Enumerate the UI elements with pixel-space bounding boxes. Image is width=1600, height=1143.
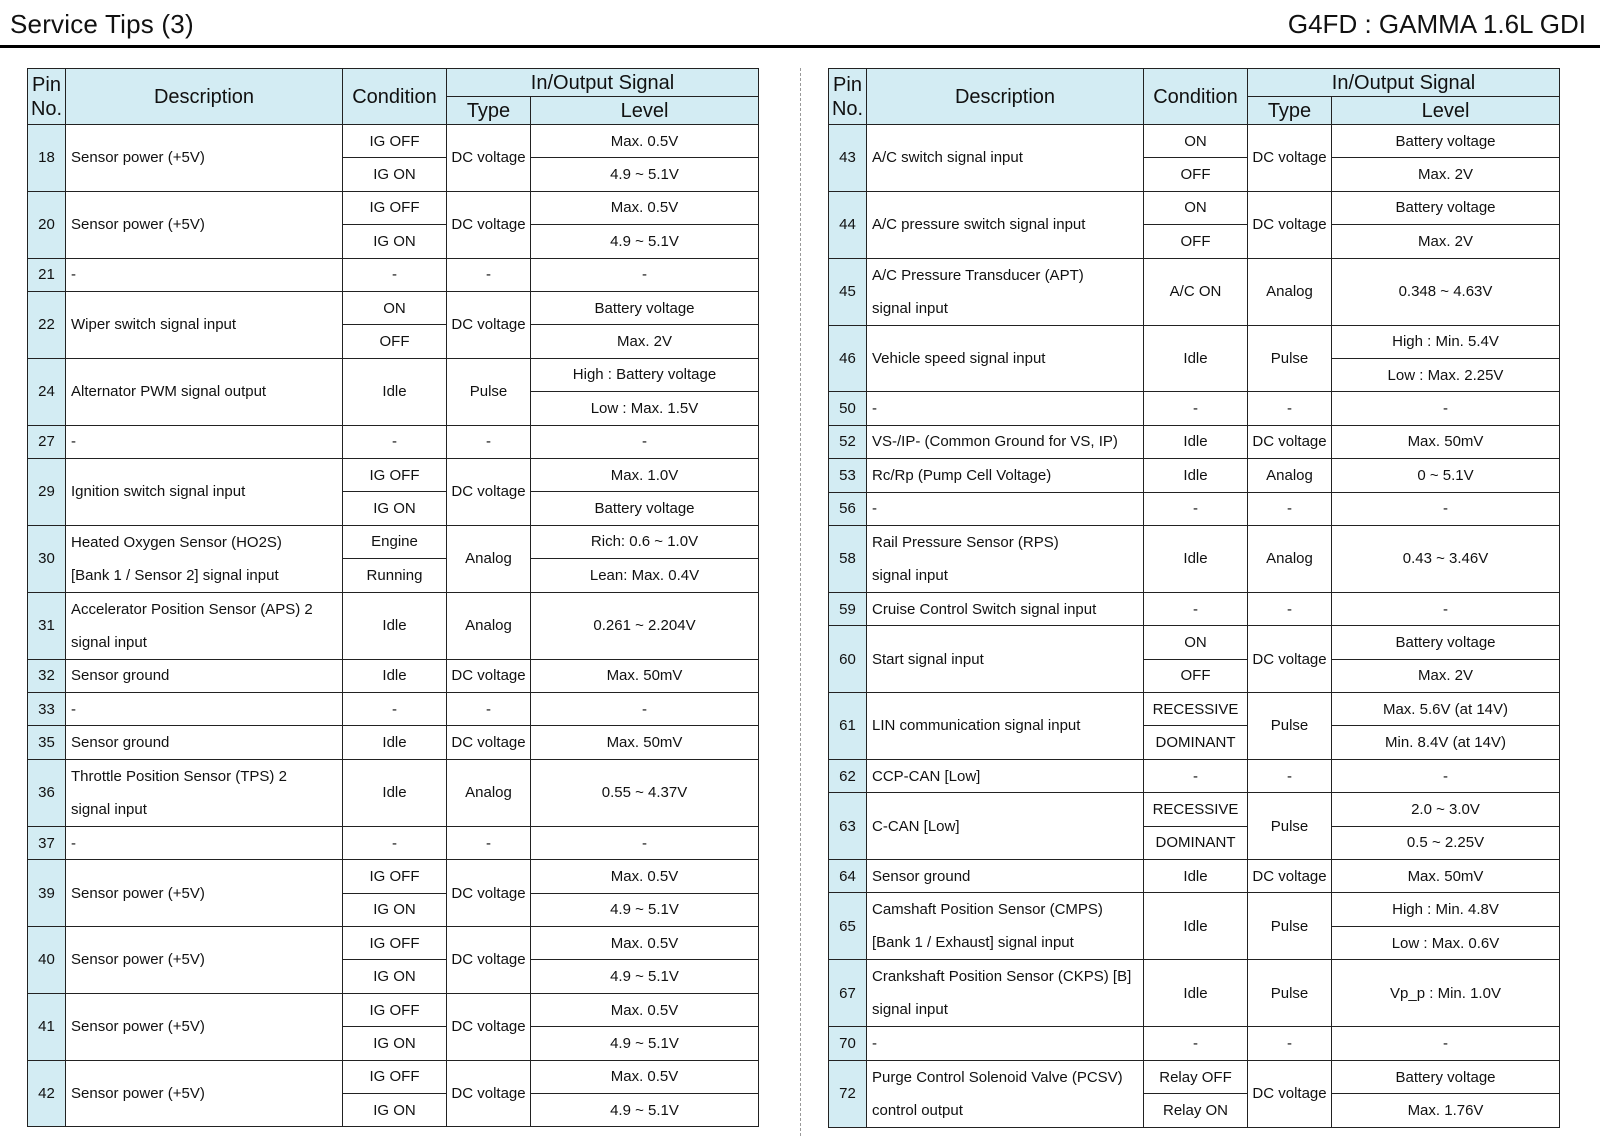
pin-number: 61 <box>829 693 867 760</box>
signal-level: - <box>1332 1027 1560 1060</box>
signal-level: Low : Max. 0.6V <box>1332 926 1560 960</box>
pin-description: CCP-CAN [Low] <box>867 759 1144 792</box>
table-row <box>28 693 759 726</box>
signal-type: - <box>1248 392 1332 425</box>
table-row <box>28 191 759 224</box>
description-line: [Bank 1 / Sensor 2] signal input <box>71 566 279 584</box>
signal-level: 4.9 ~ 5.1V <box>531 1027 759 1060</box>
signal-type: DC voltage <box>447 860 531 927</box>
header-level: Level <box>1332 97 1560 125</box>
pin-condition: Idle <box>343 358 447 425</box>
pin-condition: Idle <box>1144 525 1248 592</box>
pin-description: VS-/IP- (Common Ground for VS, IP) <box>867 425 1144 458</box>
header-pin-no: Pin No. <box>829 69 867 125</box>
pin-condition: Relay OFF <box>1144 1060 1248 1094</box>
header-condition: Condition <box>343 69 447 125</box>
pin-condition: IG OFF <box>343 1060 447 1093</box>
pin-description <box>867 960 1144 1027</box>
signal-level: Battery voltage <box>1332 191 1560 224</box>
signal-level: High : Min. 4.8V <box>1332 893 1560 927</box>
pin-description: Sensor power (+5V) <box>66 860 343 927</box>
signal-level: 0.348 ~ 4.63V <box>1332 258 1560 325</box>
pin-condition: IG OFF <box>343 927 447 960</box>
pin-condition: RECESSIVE <box>1144 793 1248 826</box>
signal-type: Pulse <box>1248 893 1332 960</box>
pin-condition: Idle <box>343 759 447 826</box>
pin-condition: Idle <box>1144 459 1248 492</box>
table-row <box>28 258 759 291</box>
signal-level: Min. 8.4V (at 14V) <box>1332 726 1560 759</box>
signal-level: Max. 50mV <box>531 659 759 692</box>
pin-number: 29 <box>28 458 66 525</box>
pin-description: Cruise Control Switch signal input <box>867 592 1144 625</box>
signal-level: 4.9 ~ 5.1V <box>531 158 759 191</box>
pin-number: 43 <box>829 125 867 192</box>
signal-type: DC voltage <box>1248 191 1332 258</box>
signal-level: - <box>1332 492 1560 525</box>
pin-condition: IG OFF <box>343 191 447 224</box>
signal-level: Max. 0.5V <box>531 1060 759 1093</box>
signal-type: - <box>447 425 531 458</box>
pin-number: 46 <box>829 325 867 392</box>
signal-level: Max. 0.5V <box>531 993 759 1026</box>
pin-number: 67 <box>829 960 867 1027</box>
signal-level: Battery voltage <box>531 291 759 324</box>
signal-level: Max. 0.5V <box>531 125 759 158</box>
header-level: Level <box>531 97 759 125</box>
pin-condition: - <box>1144 492 1248 525</box>
pin-description: Sensor ground <box>867 860 1144 893</box>
engine-model: G4FD : GAMMA 1.6L GDI <box>1287 9 1586 39</box>
signal-level: 4.9 ~ 5.1V <box>531 225 759 258</box>
pin-number: 64 <box>829 860 867 893</box>
pin-number: 37 <box>28 826 66 859</box>
table-row <box>28 425 759 458</box>
pin-number: 18 <box>28 125 66 192</box>
pin-condition: Idle <box>343 659 447 692</box>
pin-number: 36 <box>28 759 66 826</box>
pin-condition: RECESSIVE <box>1144 693 1248 726</box>
signal-level: Battery voltage <box>1332 626 1560 659</box>
signal-level: - <box>531 425 759 458</box>
table-row <box>829 1060 1560 1094</box>
pin-number: 60 <box>829 626 867 693</box>
pin-description <box>867 1060 1144 1127</box>
signal-level: Max. 1.0V <box>531 458 759 491</box>
table-row <box>28 927 759 960</box>
header-type: Type <box>447 97 531 125</box>
signal-type: - <box>1248 592 1332 625</box>
description-line: Purge Control Solenoid Valve (PCSV) <box>872 1068 1123 1086</box>
pin-description: - <box>867 392 1144 425</box>
signal-level: - <box>1332 392 1560 425</box>
pin-number: 56 <box>829 492 867 525</box>
signal-type: DC voltage <box>1248 626 1332 693</box>
pin-description <box>867 525 1144 592</box>
pin-number: 70 <box>829 1027 867 1060</box>
pin-condition: - <box>343 826 447 859</box>
signal-level: - <box>1332 759 1560 792</box>
signal-level: Max. 1.76V <box>1332 1094 1560 1128</box>
pin-description <box>66 592 343 659</box>
pin-description: - <box>867 492 1144 525</box>
signal-type: - <box>447 826 531 859</box>
pin-description: Sensor power (+5V) <box>66 927 343 994</box>
pin-condition: OFF <box>343 325 447 358</box>
pin-description: A/C pressure switch signal input <box>867 191 1144 258</box>
signal-level: - <box>531 693 759 726</box>
pin-number: 72 <box>829 1060 867 1127</box>
signal-type: Pulse <box>1248 960 1332 1027</box>
pin-number: 35 <box>28 726 66 759</box>
pin-description: Sensor power (+5V) <box>66 1060 343 1127</box>
pin-condition: ON <box>1144 191 1248 224</box>
signal-level: Max. 2V <box>1332 659 1560 692</box>
pin-number: 50 <box>829 392 867 425</box>
signal-type: - <box>447 693 531 726</box>
pin-condition: ON <box>1144 626 1248 659</box>
description-line: Throttle Position Sensor (TPS) 2 <box>71 767 287 785</box>
signal-type: Pulse <box>1248 693 1332 760</box>
pin-number: 45 <box>829 258 867 325</box>
left-pin-table <box>27 68 759 1127</box>
table-row <box>829 325 1560 358</box>
pin-condition: Idle <box>1144 425 1248 458</box>
pin-condition: - <box>1144 392 1248 425</box>
pin-number: 21 <box>28 258 66 291</box>
header-type: Type <box>1248 97 1332 125</box>
pin-description: C-CAN [Low] <box>867 793 1144 860</box>
signal-type: Analog <box>1248 459 1332 492</box>
signal-level: - <box>531 826 759 859</box>
signal-type: - <box>1248 759 1332 792</box>
pin-condition: Idle <box>1144 960 1248 1027</box>
pin-condition: - <box>343 693 447 726</box>
table-row <box>829 459 1560 492</box>
right-pin-table <box>828 68 1560 1128</box>
pin-condition: ON <box>1144 125 1248 158</box>
signal-level: Battery voltage <box>531 492 759 525</box>
signal-type: Analog <box>447 592 531 659</box>
table-row <box>28 458 759 491</box>
pin-description: - <box>66 425 343 458</box>
pin-description: Ignition switch signal input <box>66 458 343 525</box>
signal-type: Analog <box>447 759 531 826</box>
pin-description: LIN communication signal input <box>867 693 1144 760</box>
signal-type: DC voltage <box>1248 1060 1332 1127</box>
page-header <box>0 0 1600 48</box>
signal-type: DC voltage <box>447 458 531 525</box>
pin-condition: IG OFF <box>343 993 447 1026</box>
pin-condition: OFF <box>1144 158 1248 191</box>
header-description: Description <box>66 69 343 125</box>
table-row <box>28 826 759 859</box>
table-row <box>829 626 1560 659</box>
signal-level: Vp_p : Min. 1.0V <box>1332 960 1560 1027</box>
pin-condition: - <box>1144 592 1248 625</box>
description-line: Accelerator Position Sensor (APS) 2 <box>71 600 313 618</box>
table-row <box>829 759 1560 792</box>
signal-level: High : Min. 5.4V <box>1332 325 1560 358</box>
pin-description <box>66 759 343 826</box>
signal-type: DC voltage <box>447 291 531 358</box>
pin-description: Sensor power (+5V) <box>66 993 343 1060</box>
signal-level: 4.9 ~ 5.1V <box>531 960 759 993</box>
signal-level: 0.261 ~ 2.204V <box>531 592 759 659</box>
table-row <box>28 759 759 793</box>
pin-description: A/C switch signal input <box>867 125 1144 192</box>
pin-number: 42 <box>28 1060 66 1127</box>
signal-type: - <box>1248 492 1332 525</box>
signal-level: 2.0 ~ 3.0V <box>1332 793 1560 826</box>
header-io-signal: In/Output Signal <box>447 69 759 97</box>
pin-description: - <box>66 693 343 726</box>
signal-level: Max. 50mV <box>531 726 759 759</box>
table-row <box>829 592 1560 625</box>
signal-type: DC voltage <box>447 659 531 692</box>
pin-number: 32 <box>28 659 66 692</box>
signal-level: 4.9 ~ 5.1V <box>531 893 759 926</box>
pin-condition: IG ON <box>343 960 447 993</box>
pin-number: 30 <box>28 525 66 592</box>
header-condition: Condition <box>1144 69 1248 125</box>
signal-type: Pulse <box>1248 325 1332 392</box>
table-row <box>829 258 1560 292</box>
description-line: control output <box>872 1101 963 1119</box>
signal-level: Max. 2V <box>1332 158 1560 191</box>
signal-type: Analog <box>1248 258 1332 325</box>
table-row <box>829 425 1560 458</box>
table-row <box>28 726 759 759</box>
table-row <box>829 1027 1560 1060</box>
signal-level: Max. 2V <box>1332 225 1560 258</box>
signal-type: - <box>1248 1027 1332 1060</box>
signal-level: Max. 0.5V <box>531 191 759 224</box>
pin-number: 52 <box>829 425 867 458</box>
pin-description: Sensor ground <box>66 726 343 759</box>
pin-number: 65 <box>829 893 867 960</box>
signal-level: Battery voltage <box>1332 1060 1560 1094</box>
description-line: Crankshaft Position Sensor (CKPS) [B] <box>872 968 1132 986</box>
pin-condition: - <box>1144 759 1248 792</box>
table-row <box>28 860 759 893</box>
pin-number: 40 <box>28 927 66 994</box>
description-line: [Bank 1 / Exhaust] signal input <box>872 934 1074 952</box>
pin-condition: IG ON <box>343 492 447 525</box>
signal-level: 4.9 ~ 5.1V <box>531 1093 759 1126</box>
table-row <box>28 592 759 626</box>
signal-level: Max. 50mV <box>1332 860 1560 893</box>
table-row <box>829 693 1560 726</box>
pin-condition: Idle <box>1144 860 1248 893</box>
signal-type: DC voltage <box>1248 125 1332 192</box>
table-row <box>28 358 759 391</box>
pin-condition: Idle <box>343 726 447 759</box>
table-row <box>829 392 1560 425</box>
pin-condition: OFF <box>1144 659 1248 692</box>
signal-level: 0.5 ~ 2.25V <box>1332 826 1560 859</box>
pin-description: Sensor power (+5V) <box>66 191 343 258</box>
pin-description <box>867 258 1144 325</box>
pin-number: 22 <box>28 291 66 358</box>
pin-description: - <box>66 258 343 291</box>
pin-condition: Relay ON <box>1144 1094 1248 1128</box>
pin-number: 31 <box>28 592 66 659</box>
pin-condition: ON <box>343 291 447 324</box>
signal-level: - <box>531 258 759 291</box>
header-description: Description <box>867 69 1144 125</box>
table-row <box>829 191 1560 224</box>
description-line: signal input <box>71 800 147 818</box>
signal-level: 0.55 ~ 4.37V <box>531 759 759 826</box>
signal-level: Max. 5.6V (at 14V) <box>1332 693 1560 726</box>
pin-condition: IG ON <box>343 158 447 191</box>
description-line: Heated Oxygen Sensor (HO2S) <box>71 533 282 551</box>
pin-condition: Idle <box>1144 325 1248 392</box>
signal-level: Max. 0.5V <box>531 927 759 960</box>
table-row <box>829 525 1560 559</box>
table-row <box>829 960 1560 994</box>
signal-level: - <box>1332 592 1560 625</box>
table-row <box>28 525 759 559</box>
table-row <box>28 291 759 324</box>
pin-condition: A/C ON <box>1144 258 1248 325</box>
signal-level: Low : Max. 1.5V <box>531 392 759 425</box>
description-line: Rail Pressure Sensor (RPS) <box>872 533 1059 551</box>
description-line: signal input <box>71 633 147 651</box>
pin-description: Wiper switch signal input <box>66 291 343 358</box>
pin-condition: Engine <box>343 525 447 559</box>
table-row <box>829 125 1560 158</box>
signal-level: Rich: 0.6 ~ 1.0V <box>531 525 759 559</box>
table-row <box>28 1060 759 1093</box>
pin-condition: DOMINANT <box>1144 826 1248 859</box>
pin-condition: IG ON <box>343 893 447 926</box>
pin-description: Sensor ground <box>66 659 343 692</box>
signal-type: DC voltage <box>447 191 531 258</box>
pin-condition: DOMINANT <box>1144 726 1248 759</box>
pin-number: 58 <box>829 525 867 592</box>
pin-condition: Running <box>343 559 447 593</box>
pin-condition: IG ON <box>343 225 447 258</box>
signal-type: DC voltage <box>1248 860 1332 893</box>
signal-type: DC voltage <box>447 993 531 1060</box>
signal-level: Max. 2V <box>531 325 759 358</box>
description-line: signal input <box>872 1001 948 1019</box>
pin-number: 59 <box>829 592 867 625</box>
description-line: signal input <box>872 566 948 584</box>
signal-level: 0 ~ 5.1V <box>1332 459 1560 492</box>
header-pin-no: Pin No. <box>28 69 66 125</box>
signal-type: DC voltage <box>447 726 531 759</box>
pin-condition: Idle <box>1144 893 1248 960</box>
table-row <box>829 492 1560 525</box>
pin-condition: - <box>1144 1027 1248 1060</box>
signal-type: DC voltage <box>447 1060 531 1127</box>
pin-description: Vehicle speed signal input <box>867 325 1144 392</box>
table-row <box>829 893 1560 927</box>
signal-level: 0.43 ~ 3.46V <box>1332 525 1560 592</box>
signal-type: - <box>447 258 531 291</box>
pin-description: Alternator PWM signal output <box>66 358 343 425</box>
signal-level: Battery voltage <box>1332 125 1560 158</box>
pin-number: 27 <box>28 425 66 458</box>
pin-number: 33 <box>28 693 66 726</box>
table-row <box>28 125 759 158</box>
description-line: signal input <box>872 299 948 317</box>
signal-level: Max. 0.5V <box>531 860 759 893</box>
table-row <box>829 860 1560 893</box>
pin-description: Start signal input <box>867 626 1144 693</box>
pin-number: 24 <box>28 358 66 425</box>
table-row <box>28 659 759 692</box>
pin-description: - <box>66 826 343 859</box>
description-line: A/C Pressure Transducer (APT) <box>872 266 1084 284</box>
pin-description <box>867 893 1144 960</box>
header-io-signal: In/Output Signal <box>1248 69 1560 97</box>
pin-condition: IG ON <box>343 1093 447 1126</box>
signal-type: DC voltage <box>1248 425 1332 458</box>
signal-type: Pulse <box>1248 793 1332 860</box>
pin-number: 20 <box>28 191 66 258</box>
pin-number: 41 <box>28 993 66 1060</box>
pin-description: - <box>867 1027 1144 1060</box>
table-row <box>28 993 759 1026</box>
signal-level: Max. 50mV <box>1332 425 1560 458</box>
signal-type: DC voltage <box>447 125 531 192</box>
column-divider <box>800 68 801 1136</box>
pin-number: 63 <box>829 793 867 860</box>
signal-level: High : Battery voltage <box>531 358 759 391</box>
pin-description: Rc/Rp (Pump Cell Voltage) <box>867 459 1144 492</box>
signal-level: Lean: Max. 0.4V <box>531 559 759 593</box>
pin-condition: IG OFF <box>343 860 447 893</box>
pin-condition: - <box>343 425 447 458</box>
pin-condition: IG OFF <box>343 458 447 491</box>
pin-number: 53 <box>829 459 867 492</box>
pin-number: 62 <box>829 759 867 792</box>
table-row <box>829 793 1560 826</box>
pin-number: 39 <box>28 860 66 927</box>
signal-type: Pulse <box>447 358 531 425</box>
signal-level: Low : Max. 2.25V <box>1332 358 1560 391</box>
signal-type: DC voltage <box>447 927 531 994</box>
pin-condition: IG OFF <box>343 125 447 158</box>
pin-number: 44 <box>829 191 867 258</box>
pin-description <box>66 525 343 592</box>
pin-description: Sensor power (+5V) <box>66 125 343 192</box>
description-line: Camshaft Position Sensor (CMPS) <box>872 901 1103 919</box>
page-title: Service Tips (3) <box>10 9 194 39</box>
pin-condition: OFF <box>1144 225 1248 258</box>
pin-condition: - <box>343 258 447 291</box>
pin-condition: Idle <box>343 592 447 659</box>
pin-condition: IG ON <box>343 1027 447 1060</box>
signal-type: Analog <box>447 525 531 592</box>
signal-type: Analog <box>1248 525 1332 592</box>
